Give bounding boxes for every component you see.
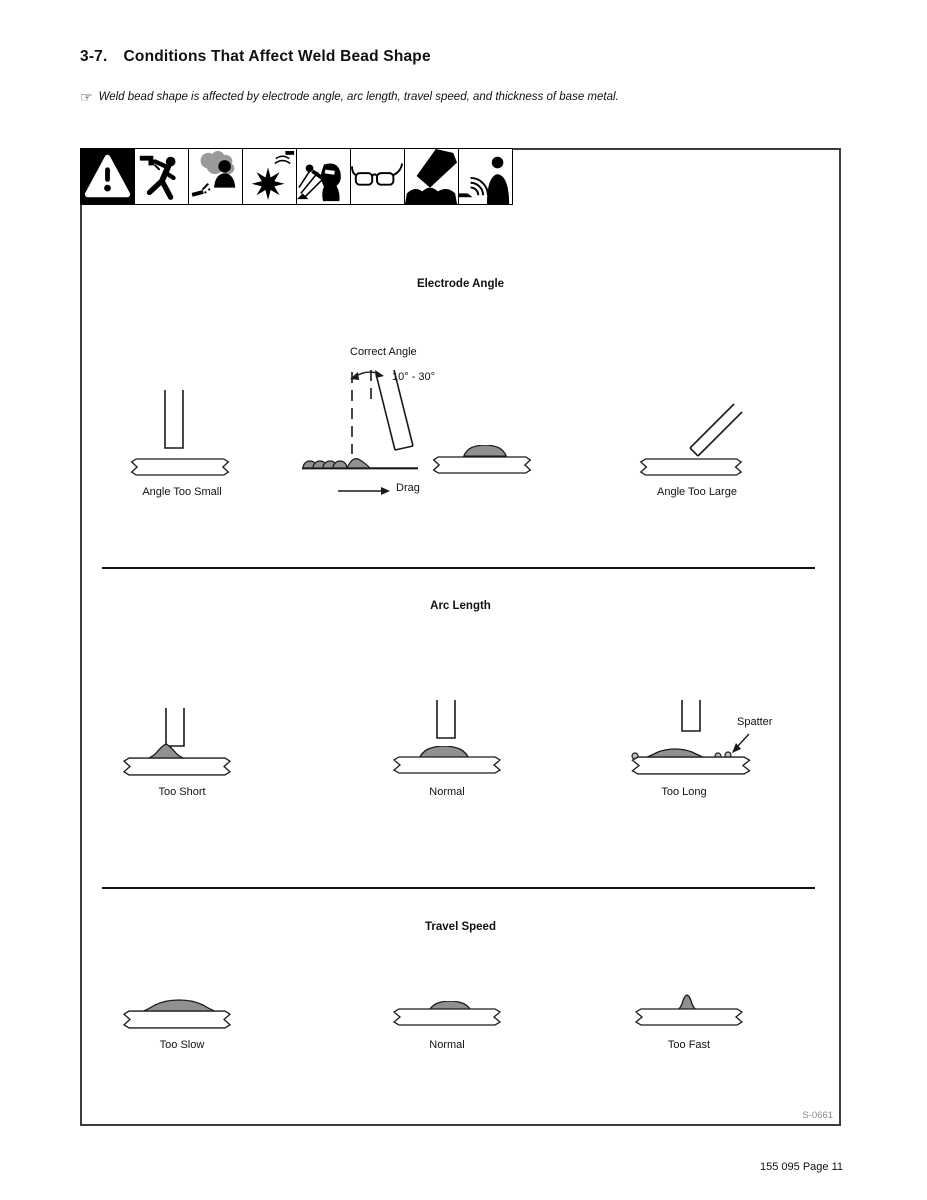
electrode-angle-title: Electrode Angle: [416, 278, 505, 290]
weld-plate: [390, 756, 504, 774]
safety-icon-strip: [80, 148, 513, 205]
drag-arrow: [338, 486, 390, 496]
pointing-hand-icon: ☞: [80, 89, 93, 105]
electrode-vertical: [163, 390, 185, 450]
too-fast-label: Too Fast: [667, 1039, 711, 1051]
spatter-arrow: [729, 732, 753, 756]
electrode-vertical: [680, 700, 702, 733]
electric-shock-icon: [134, 148, 189, 205]
weld-plate: [120, 1010, 234, 1029]
weld-plate: [390, 1008, 504, 1026]
drawing-number: S-0661: [802, 1110, 833, 1121]
safety-glasses-icon: [350, 148, 405, 205]
page-title: [80, 48, 431, 66]
section-divider: [102, 567, 815, 569]
weld-ripples: [302, 453, 418, 470]
arc-normal-label: Normal: [429, 786, 465, 798]
electrode-tilted: [682, 390, 757, 462]
angle-too-small-label: Angle Too Small: [142, 486, 222, 498]
note-text: Weld bead shape is affected by electrode angle, arc length, travel speed, and thickness of base metal.: [98, 91, 619, 103]
travel-speed-title: Travel Speed: [425, 921, 496, 933]
weld-plate: [628, 756, 754, 775]
fire-explosion-icon: [242, 148, 297, 205]
electrode-vertical: [164, 708, 186, 748]
hot-parts-icon: [404, 148, 459, 205]
weld-plate: [120, 757, 234, 776]
travel-normal-label: Normal: [429, 1039, 465, 1051]
weld-plate: [128, 458, 232, 476]
too-long-label: Too Long: [661, 786, 707, 798]
warning-triangle-icon: [80, 148, 135, 205]
weld-plate: [637, 458, 745, 476]
section-number: 3-7.: [80, 48, 108, 65]
arc-length-title: Arc Length: [430, 600, 491, 612]
angle-too-large-label: Angle Too Large: [657, 486, 737, 498]
fumes-gases-icon: [188, 148, 243, 205]
section-divider: [102, 887, 815, 889]
page-footer: 155 095 Page 11: [760, 1161, 843, 1173]
correct-angle-label: Correct Angle: [350, 346, 417, 358]
section-title-text: Conditions That Affect Weld Bead Shape: [123, 48, 431, 65]
spatter-label: Spatter: [737, 716, 773, 728]
angle-range-label: 10° - 30°: [392, 371, 436, 383]
weld-plate: [632, 1008, 746, 1026]
arc-rays-body-icon: [458, 148, 513, 205]
arc-rays-face-icon: [296, 148, 351, 205]
figure-box: [80, 148, 841, 1126]
electrode-vertical: [435, 700, 457, 740]
too-slow-label: Too Slow: [159, 1039, 205, 1051]
drag-label: Drag: [396, 482, 420, 494]
weld-plate: [430, 456, 534, 474]
too-short-label: Too Short: [158, 786, 206, 798]
note-line: [80, 90, 619, 104]
